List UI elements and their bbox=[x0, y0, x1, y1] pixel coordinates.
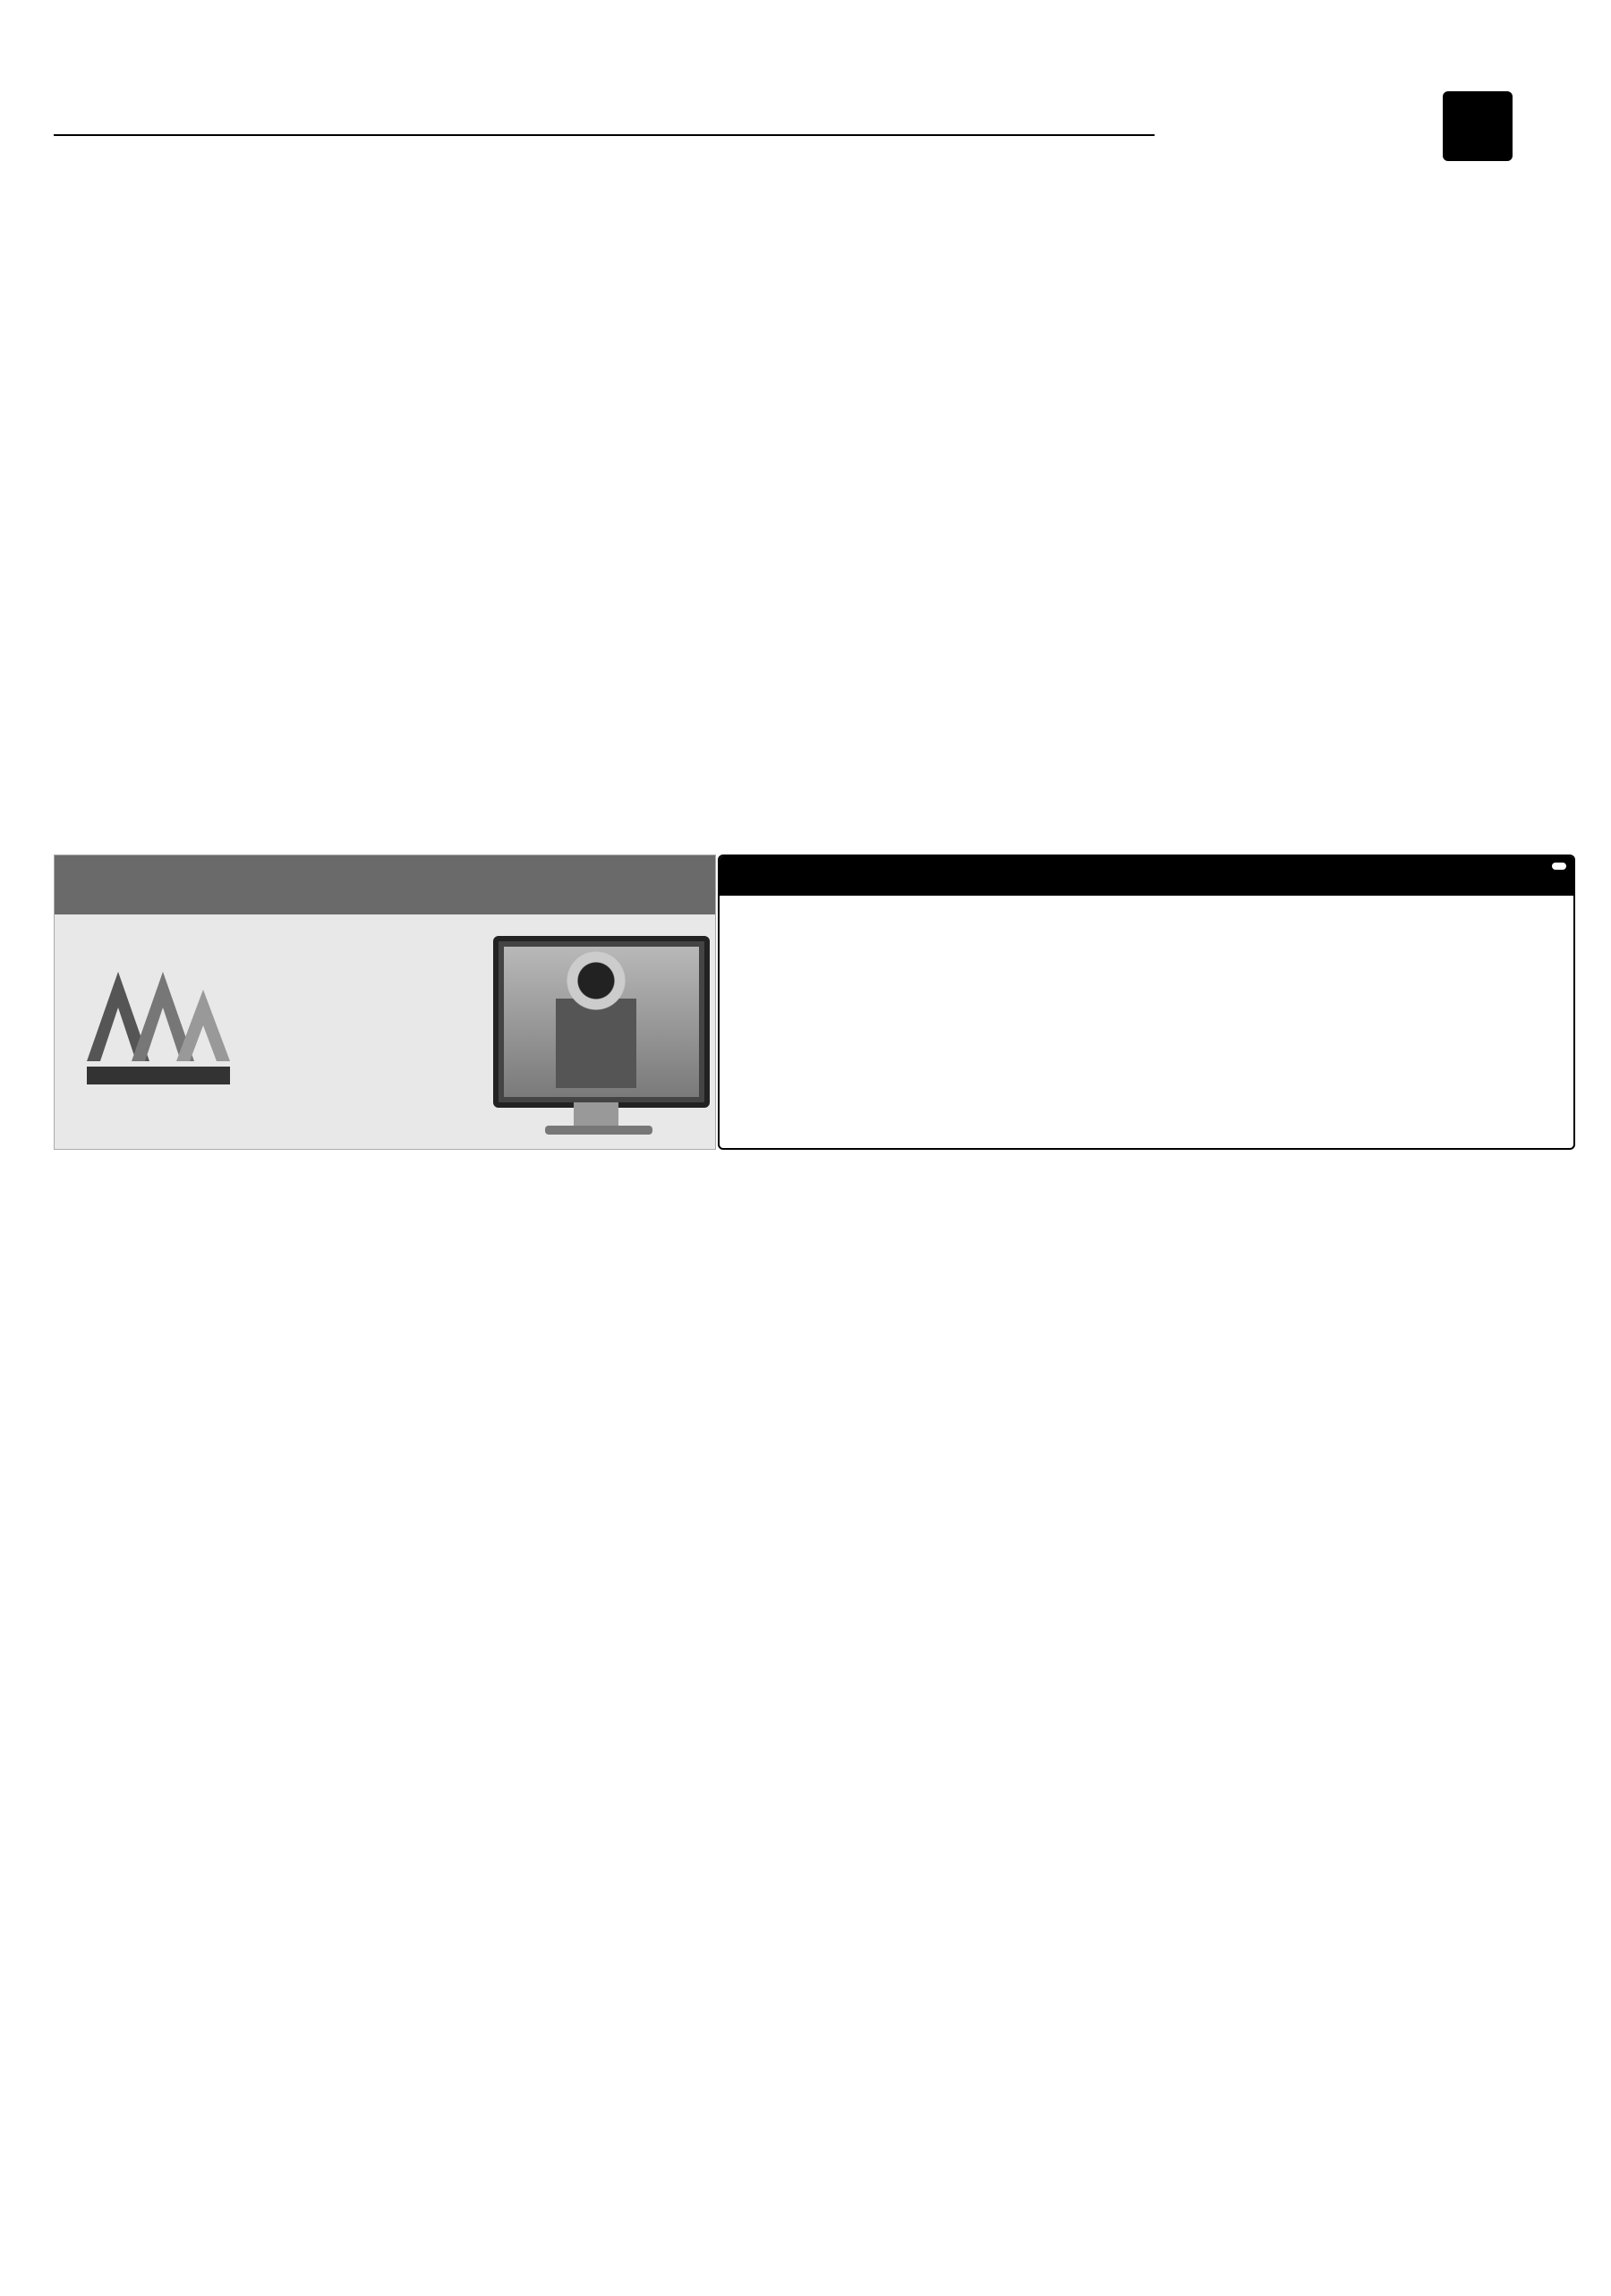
presenter-image bbox=[556, 945, 636, 1088]
advertisement bbox=[54, 855, 716, 1150]
vladivostok-logo-icon bbox=[78, 954, 239, 1088]
channel-header bbox=[720, 856, 1573, 896]
ad-banner bbox=[55, 855, 716, 914]
page-number bbox=[1443, 91, 1513, 161]
monitor-base bbox=[545, 1126, 652, 1135]
channel-8-local bbox=[718, 855, 1575, 1150]
channel-logo-icon bbox=[1552, 863, 1566, 870]
page-header bbox=[54, 98, 1575, 152]
header-rule bbox=[54, 134, 1155, 136]
